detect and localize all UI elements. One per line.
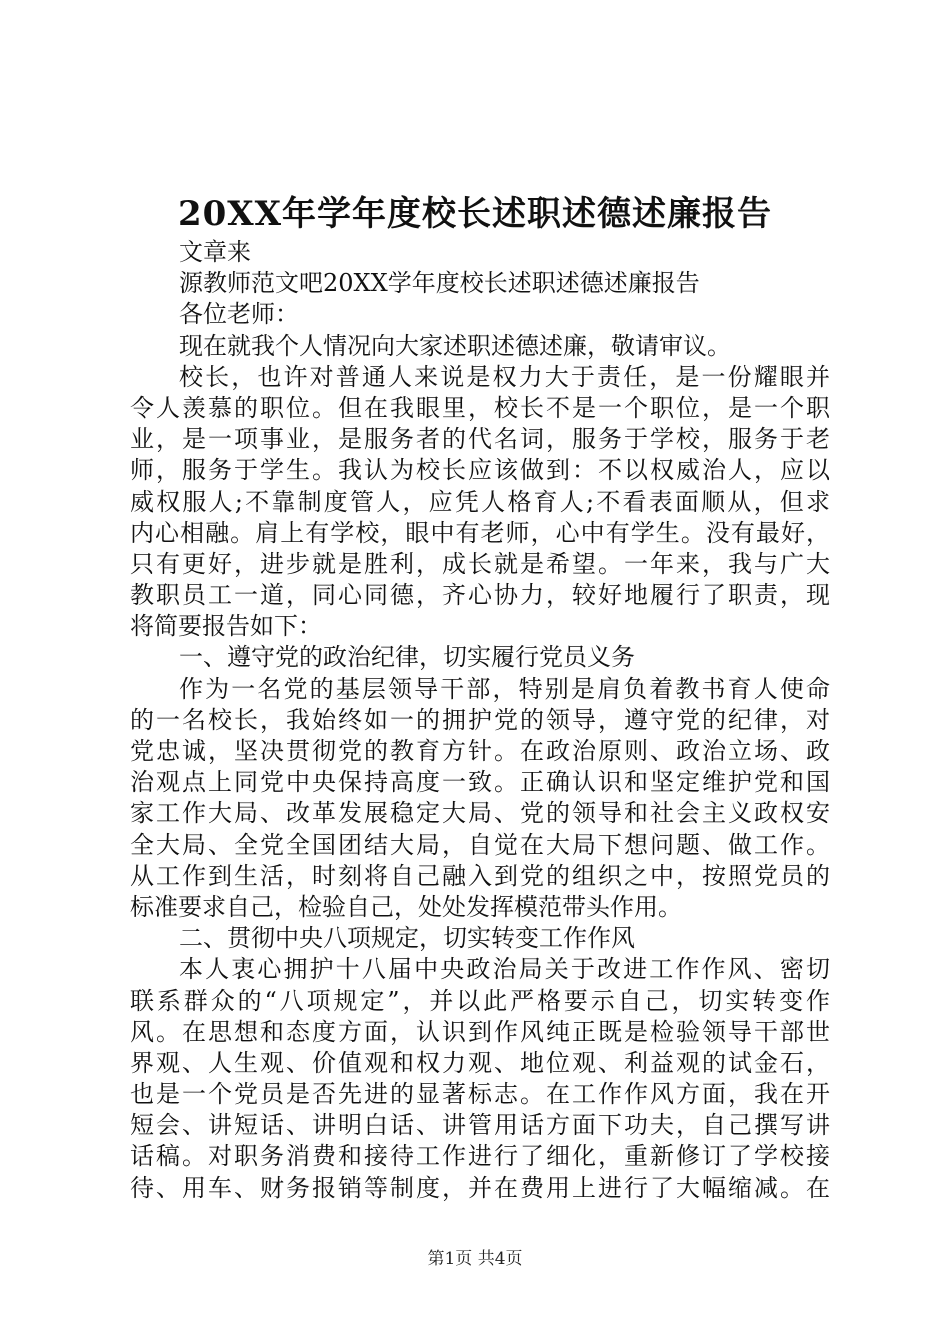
body-line: 业，是一项事业，是服务者的代名词，服务于学校，服务于老 [130, 425, 830, 454]
body-line: 内心相融。肩上有学校，眼中有老师，心中有学生。没有最好， [130, 518, 830, 547]
body-line: 现在就我个人情况向大家述职述德述廉，敬请审议。 [179, 331, 731, 360]
body-line: 标准要求自己，检验自己，处处发挥模范带头作用。 [130, 892, 682, 921]
body-line: 校长，也许对普通人来说是权力大于责任，是一份耀眼并 [179, 362, 830, 391]
body-line: 联系群众的“八项规定”，并以此严格要示自己，切实转变作 [130, 986, 830, 1015]
body-line: 治观点上同党中央保持高度一致。正确认识和坚定维护党和国 [130, 768, 830, 797]
body-line: 二、贯彻中央八项规定，切实转变工作作风 [179, 924, 635, 953]
body-line: 全大局、全党全国团结大局，自觉在大局下想问题、做工作。 [130, 830, 830, 859]
body-line: 将简要报告如下： [130, 612, 322, 641]
body-line: 从工作到生活，时刻将自己融入到党的组织之中，按照党员的 [130, 861, 830, 890]
body-line: 令人羡慕的职位。但在我眼里，校长不是一个职位，是一个职 [130, 393, 830, 422]
body-line: 话稿。对职务消费和接待工作进行了细化，重新修订了学校接 [130, 1142, 830, 1171]
body-line: 待、用车、财务报销等制度，并在费用上进行了大幅缩减。在 [130, 1173, 830, 1202]
body-line: 短会、讲短话、讲明白话、讲管用话方面下功夫，自己撰写讲 [130, 1111, 830, 1140]
body-line: 文章来 [179, 238, 251, 266]
body-line: 源教师范文吧20XX学年度校长述职述德述廉报告 [179, 269, 700, 298]
body-line: 本人衷心拥护十八届中央政治局关于改进工作作风、密切 [179, 955, 830, 984]
body-line: 师，服务于学生。我认为校长应该做到：不以权威治人，应以 [130, 456, 830, 485]
body-line: 家工作大局、改革发展稳定大局、党的领导和社会主义政权安 [130, 799, 830, 828]
body-line: 一、遵守党的政治纪律，切实履行党员义务 [179, 643, 635, 672]
body-line: 也是一个党员是否先进的显著标志。在工作作风方面，我在开 [130, 1080, 830, 1109]
page-footer: 第1页 共4页 [427, 1249, 523, 1269]
body-line: 教职员工一道，同心同德，齐心协力，较好地履行了职责，现 [130, 581, 830, 610]
body-line: 风。在思想和态度方面，认识到作风纯正既是检验领导干部世 [130, 1017, 830, 1046]
document-title: 20XX年学年度校长述职述德述廉报告 [177, 194, 773, 234]
body-line: 作为一名党的基层领导干部，特别是肩负着教书育人使命 [179, 674, 830, 703]
document-body [130, 237, 830, 1204]
body-line: 各位老师： [179, 300, 299, 329]
body-line: 的一名校长，我始终如一的拥护党的领导，遵守党的纪律，对 [130, 705, 830, 734]
body-line: 只有更好，进步就是胜利，成长就是希望。一年来，我与广大 [130, 549, 830, 578]
body-line: 界观、人生观、价值观和权力观、地位观、利益观的试金石， [130, 1048, 830, 1077]
body-line: 党忠诚，坚决贯彻党的教育方针。在政治原则、政治立场、政 [130, 737, 830, 765]
body-line: 威权服人;不靠制度管人，应凭人格育人;不看表面顺从，但求 [130, 487, 830, 516]
